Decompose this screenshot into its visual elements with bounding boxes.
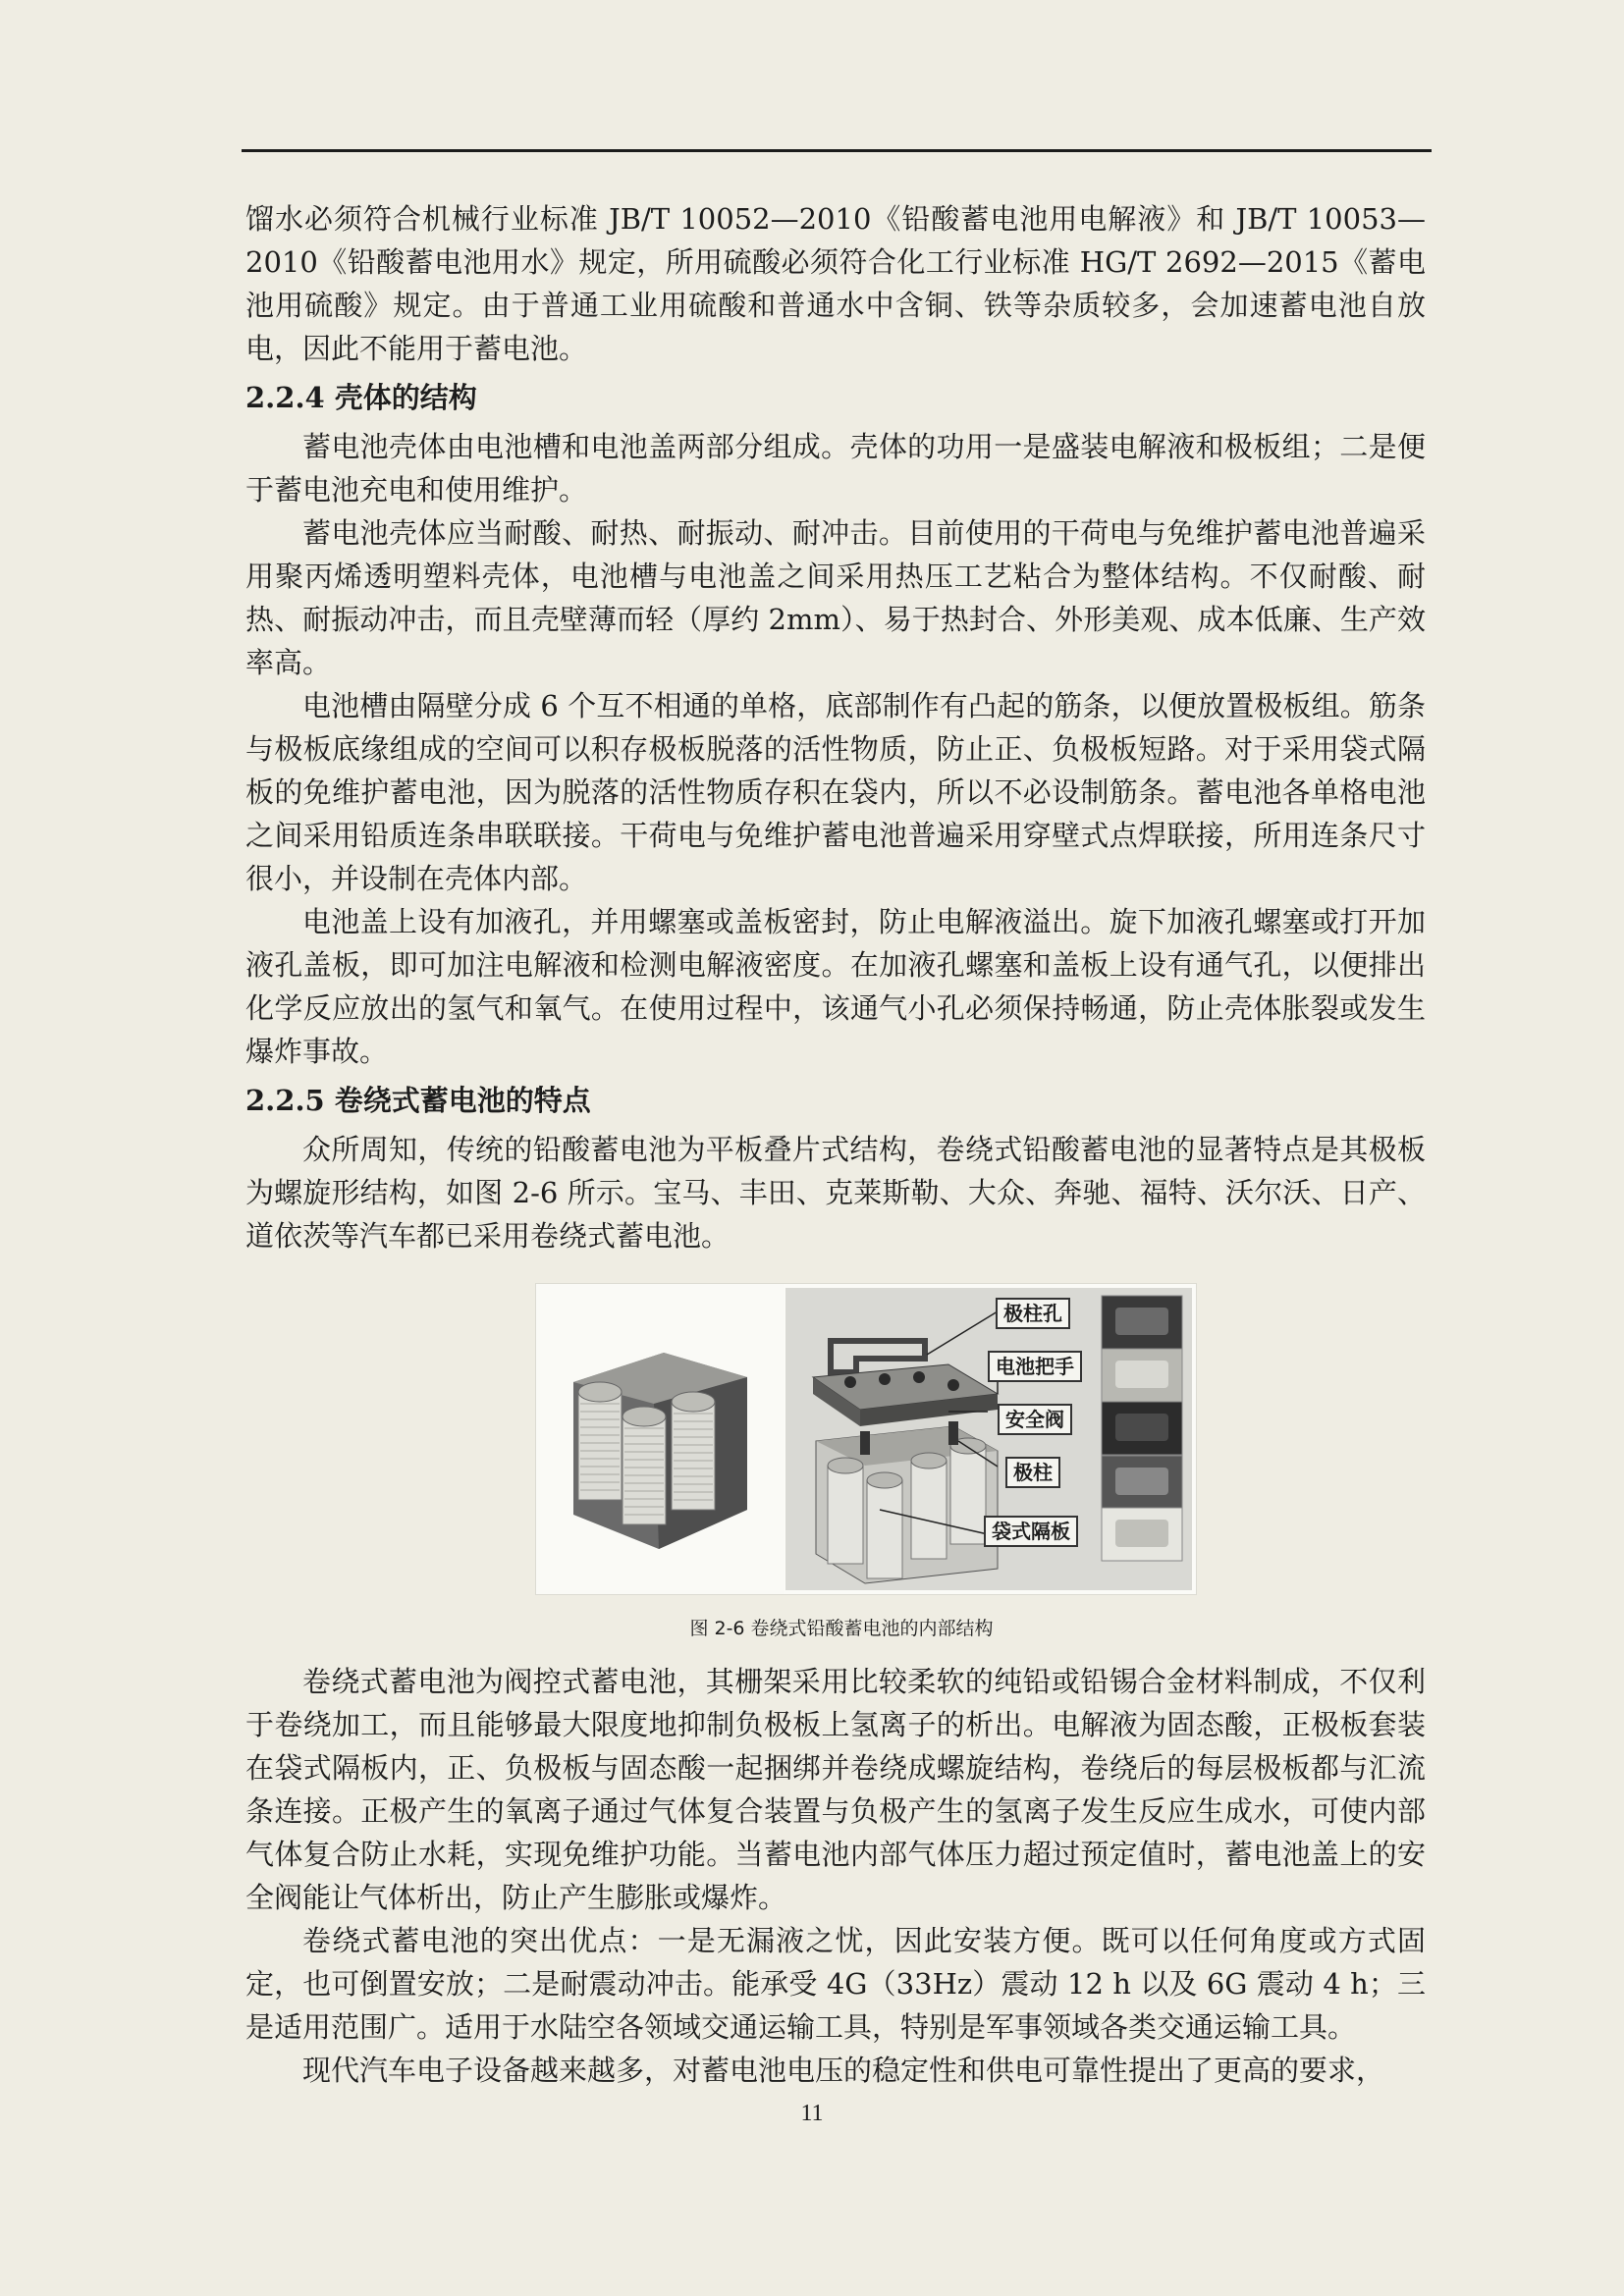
figure-caption: 图 2-6 卷绕式铅酸蓄电池的内部结构 [689,1618,994,1639]
detail-part [1115,1468,1168,1495]
cell-top [672,1392,715,1412]
page-content [245,197,1426,2092]
header-rule [242,149,1432,152]
case-cell [828,1466,863,1564]
body-paragraph: 电池盖上设有加液孔，并用螺塞或盖板密封，防止电解液溢出。旋下加液孔螺塞或打开加液孔盖板，即可加注电解液和检测电解液密度。在加液孔螺塞和盖板上设有通气孔，以便排出化学反应放出的氢气和氧气。在使用过程中，该通气小孔必须保持畅通，防止壳体胀裂或发生爆炸事故。 [245,905,1426,1068]
body-paragraph: 众所周知，传统的铅酸蓄电池为平板叠片式结构，卷绕式铅酸蓄电池的显著特点是其极板为螺旋形结构，如图 2-6 所示。宝马、丰田、克莱斯勒、大众、奔驰、福特、沃尔沃、日产、道依茨等汽车都已采用卷绕式蓄电池。 [245,1133,1426,1253]
detail-part [1115,1414,1168,1441]
case-cell-top [911,1453,947,1468]
detail-part [1115,1361,1168,1388]
battery-diagram [536,1284,1196,1594]
section-title: 壳体的结构 [334,381,477,414]
page-number: 11 [800,2101,824,2126]
section-number: 2.2.5 [245,1084,325,1117]
cell-top [623,1407,666,1426]
section-number: 2.2.4 [245,381,325,414]
figure-callout-label: 电池把手 [988,1351,1082,1382]
exploded-view [813,1341,998,1583]
spiral-cell [672,1402,715,1510]
vent-hole [947,1379,959,1391]
body-paragraph: 馏水必须符合机械行业标准 JB/T 10052—2010《铅酸蓄电池用电解液》和 JB/T 10053—2010《铅酸蓄电池用水》规定，所用硫酸必须符合化工行业标准 HG/T 2692—2015《蓄电池用硫酸》规定。由于普通工业用硫酸和普通水中含铜、铁等杂质较多，会加速蓄电池自放电，因此不能用于蓄电池。 [245,202,1426,365]
case-cell-top [828,1458,863,1473]
vent-hole [913,1371,925,1383]
spiral-cell [578,1392,622,1500]
figure-callout-label: 安全阀 [998,1404,1072,1435]
body-paragraph: 卷绕式蓄电池的突出优点：一是无漏液之忧，因此安装方便。既可以任何角度或方式固定，也可倒置安放；二是耐震动冲击。能承受 4G（33Hz）震动 12 h 以及 6G 震动 4 h；三是适用范围广。适用于水陆空各领域交通运输工具，特别是军事领域各类交通运输工具。 [245,1924,1426,2044]
body-paragraph: 电池槽由隔壁分成 6 个互不相通的单格，底部制作有凸起的筋条，以便放置极板组。筋条与极板底缘组成的空间可以积存极板脱落的活性物质，防止正、负极板短路。对于采用袋式隔板的免维护蓄电池，因为脱落的活性物质存积在袋内，所以不必设制筋条。蓄电池各单格电池之间采用铅质连条串联联接。干荷电与免维护蓄电池普遍采用穿壁式点焊联接，所用连条尺寸很小，并设制在壳体内部。 [245,689,1426,895]
section-heading [245,376,1426,419]
detail-part [1115,1308,1168,1335]
section-title: 卷绕式蓄电池的特点 [334,1084,591,1117]
vent-hole [844,1376,856,1388]
terminal-post [860,1431,870,1455]
section-heading [245,1079,1426,1122]
figure-callout-label: 极柱 [1005,1457,1060,1488]
cell-top [578,1382,622,1402]
terminal-post [948,1421,958,1445]
body-paragraph: 蓄电池壳体应当耐酸、耐热、耐振动、耐冲击。目前使用的干荷电与免维护蓄电池普遍采用聚丙烯透明塑料壳体，电池槽与电池盖之间采用热压工艺粘合为整体结构。不仅耐酸、耐热、耐振动冲击，而且壳壁薄而轻（厚约 2mm）、易于热封合、外形美观、成本低廉、生产效率高。 [245,516,1426,679]
body-paragraph: 卷绕式蓄电池为阀控式蓄电池，其栅架采用比较柔软的纯铅或铅锡合金材料制成，不仅利于卷绕加工，而且能够最大限度地抑制负极板上氢离子的析出。电解液为固态酸，正极板套装在袋式隔板内，正、负极板与固态酸一起捆绑并卷绕成螺旋结构，卷绕后的每层极板都与汇流条连接。正极产生的氧离子通过气体复合装置与负极产生的氢离子发生反应生成水，可使内部气体复合防止水耗，实现免维护功能。当蓄电池内部气体压力超过预定值时，蓄电池盖上的安全阀能让气体析出，防止产生膨胀或爆炸。 [245,1665,1426,1914]
figure-callout-label: 袋式隔板 [984,1516,1078,1547]
case-cell [867,1480,902,1578]
figure-2-6 [245,1283,1426,1642]
case-cell [911,1461,947,1559]
figure-callout-label: 极柱孔 [996,1298,1070,1329]
battery-illustration [535,1283,1197,1595]
vent-hole [879,1373,891,1385]
spiral-cell [623,1416,666,1524]
detail-part [1115,1520,1168,1547]
body-paragraph: 蓄电池壳体由电池槽和电池盖两部分组成。壳体的功用一是盛装电解液和极板组；二是便于蓄电池充电和使用维护。 [245,430,1426,507]
body-paragraph: 现代汽车电子设备越来越多，对蓄电池电压的稳定性和供电可靠性提出了更高的要求， [302,2054,1385,2087]
case-cell-top [867,1472,902,1488]
cutaway-battery [573,1353,747,1549]
